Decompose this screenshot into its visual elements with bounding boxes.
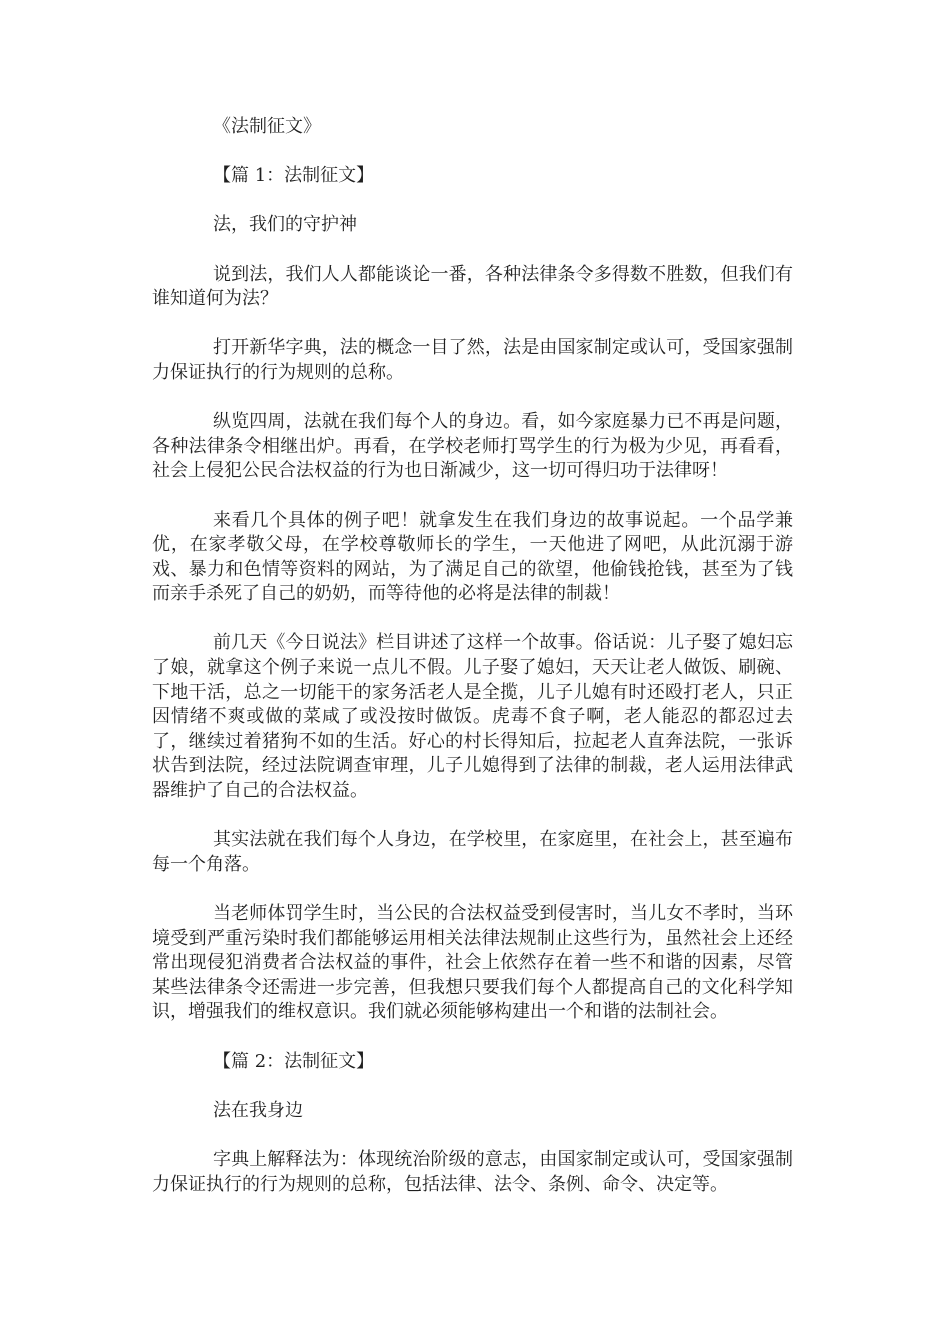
section-label: 【篇 1：法制征文】	[213, 165, 375, 187]
section-subtitle: 法，我们的守护神	[213, 214, 357, 236]
essay-section	[152, 164, 793, 1025]
paragraph: 字典上解释法为：体现统治阶级的意志，由国家制定或认可，受国家强制力保证执行的行为规则的总称，包括法律、法令、条例、命令、决定等。	[152, 1148, 793, 1195]
paragraph: 来看几个具体的例子吧！就拿发生在我们身边的故事说起。一个品学兼优，在家孝敬父母，在学校尊敬师长的学生，一天他进了网吧，从此沉溺于游戏、暴力和色情等资料的网站，为了满足自己的欲望，他偷钱抢钱，甚至为了钱而亲手杀死了自己的奶奶，而等待他的必将是法律的制裁！	[152, 509, 793, 605]
section-paragraphs	[152, 1148, 793, 1197]
paragraph: 打开新华字典，法的概念一目了然，法是由国家制定或认可，受国家强制力保证执行的行为规则的总称。	[152, 337, 793, 383]
section-subtitle: 法在我身边	[213, 1099, 303, 1121]
sections-container	[152, 164, 793, 1197]
paragraph: 其实法就在我们每个人身边，在学校里，在家庭里，在社会上，甚至遍布每一个角落。	[152, 829, 793, 875]
section-paragraphs	[152, 263, 793, 1025]
essay-section	[152, 1050, 793, 1198]
section-label: 【篇 2：法制征文】	[213, 1050, 375, 1072]
paragraph: 前几天《今日说法》栏目讲述了这样一个故事。俗话说：儿子娶了媳妇忘了娘，就拿这个例子来说一点儿不假。儿子娶了媳妇，天天让老人做饭、刷碗、下地干活，总之一切能干的家务活老人是全揽，儿子儿媳有时还殴打老人，只正因情绪不爽或做的菜咸了或没按时做饭。虎毒不食子啊，老人能忍的都忍过去了，继续过着猪狗不如的生活。好心的村长得知后，拉起老人直奔法院，一张诉状告到法院，经过法院调查审理，儿子儿媳得到了法律的制裁，老人运用法律武器维护了自己的合法权益。	[152, 632, 793, 802]
document-heading: 《法制征文》	[213, 116, 321, 137]
paragraph: 当老师体罚学生时，当公民的合法权益受到侵害时，当儿女不孝时，当环境受到严重污染时我们都能够运用相关法律法规制止这些行为，虽然社会上还经常出现侵犯消费者合法权益的事件，社会上依然存在着一些不和谐的因素，尽管某些法律条令还需进一步完善，但我想只要我们每个人都提高自己的文化科学知识，增强我们的维权意识。我们就必须能够构建出一个和谐的法制社会。	[152, 903, 793, 1023]
paragraph: 纵览四周，法就在我们每个人的身边。看，如今家庭暴力已不再是问题，各种法律条令相继出炉。再看，在学校老师打骂学生的行为极为少见，再看看，社会上侵犯公民合法权益的行为也日渐减少，这一切可得归功于法律呀！	[152, 411, 793, 482]
paragraph: 说到法，我们人人都能谈论一番，各种法律条令多得数不胜数，但我们有谁知道何为法？	[152, 263, 793, 310]
